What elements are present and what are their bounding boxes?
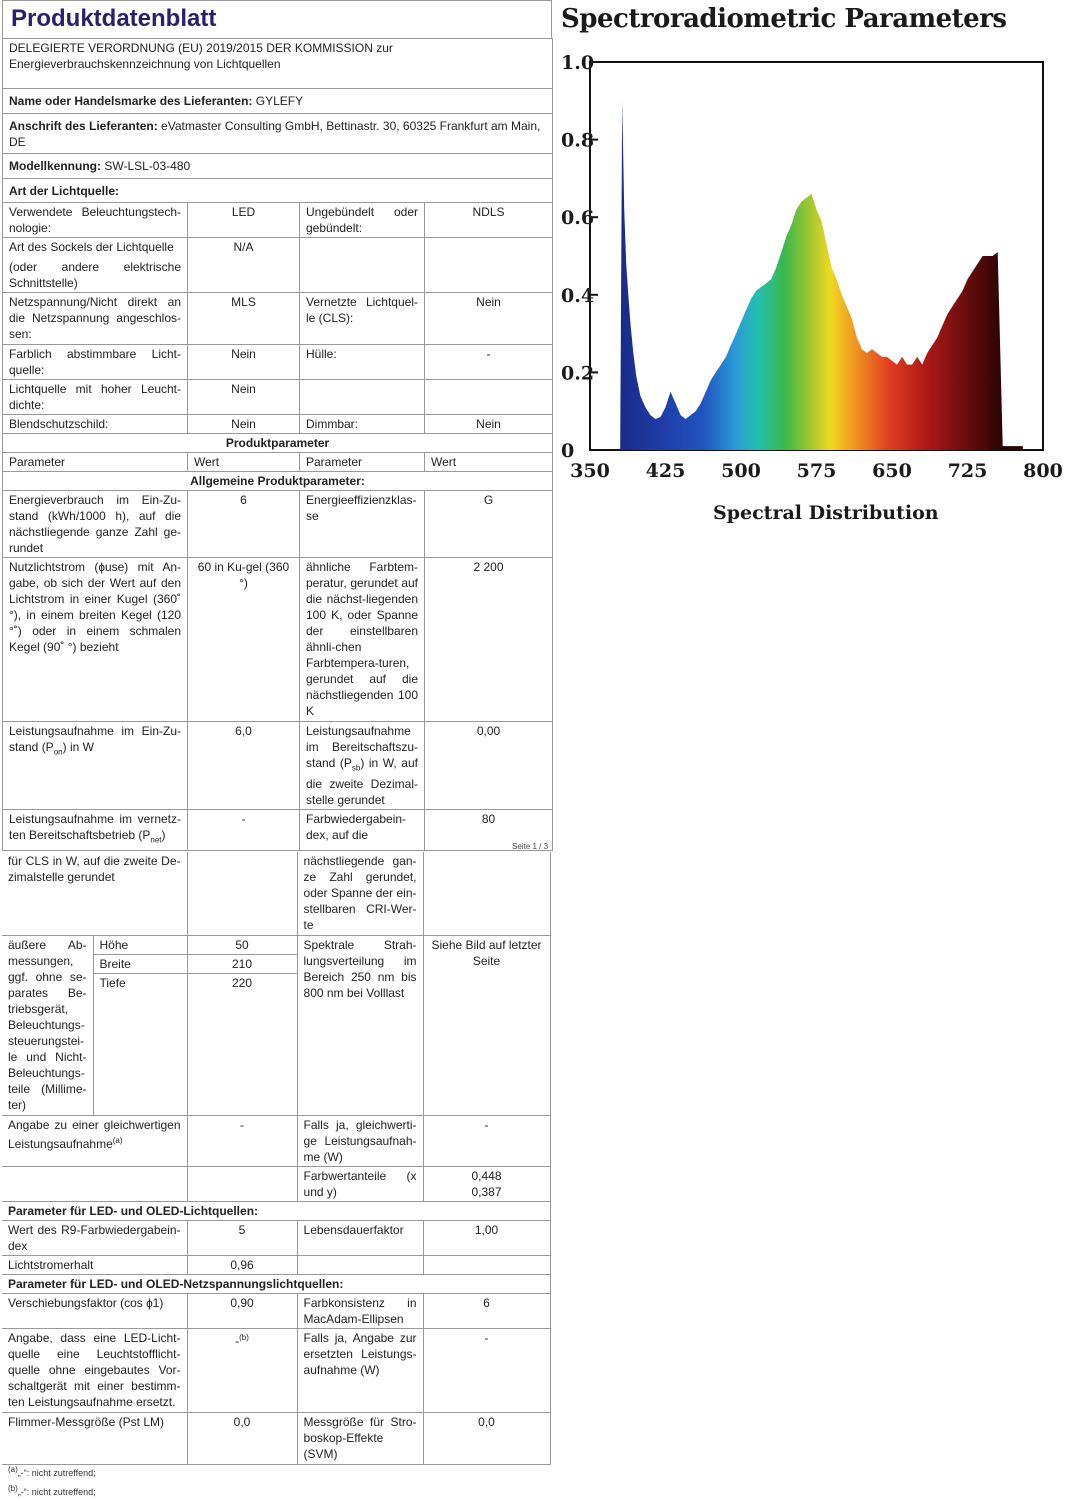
regulation-text <box>3 39 553 89</box>
param-cell: Vernetzte Lichtquel-le (CLS): <box>300 293 425 345</box>
x-tick-label: 800 <box>1023 460 1063 482</box>
table-row <box>2 1115 550 1166</box>
value-cell: Siehe Bild auf letzter Seite <box>423 935 550 1115</box>
footnote-b <box>8 1484 96 1497</box>
table-row <box>2 1412 550 1464</box>
chroma-x-value: 0,448 <box>471 1168 502 1183</box>
param-cell <box>2 1166 187 1201</box>
regulation-line-1: DELEGIERTE VERORDNUNG (EU) 2019/2015 DER KOMMISSION zur <box>9 41 393 55</box>
table-row <box>3 345 553 380</box>
general-params-heading: Allgemeine Produktparameter: <box>3 472 553 491</box>
product-params-heading: Produktparameter <box>3 434 553 453</box>
model-row <box>3 154 553 179</box>
footnote-a <box>8 1465 96 1478</box>
model-label: Modellkennung: <box>9 159 101 173</box>
spectral-chart <box>553 0 1090 540</box>
value-cell: Nein <box>188 345 300 380</box>
value-cell: 60 in Ku-gel (360 °) <box>188 558 300 722</box>
table-row <box>3 722 553 810</box>
value-cell: Nein <box>425 415 553 434</box>
value-cell: 0,90 <box>187 1293 297 1328</box>
value-cell <box>187 852 297 935</box>
value-cell: - <box>188 810 300 850</box>
table-row <box>3 238 553 293</box>
dimension-value: 220 <box>187 973 297 1115</box>
socket-label: Art des Sockels der Lichtquelle <box>9 240 174 254</box>
table-row <box>2 1255 550 1274</box>
param-text: Angabe zu einer gleichwertigen Leistungsaufnahme <box>8 1117 181 1151</box>
socket-label-detail: (oder andere elektrische Schnittstelle) <box>9 260 181 290</box>
chroma-y-value: 0,387 <box>471 1184 502 1199</box>
footnote-text: „-“: nicht zutreffend; <box>17 1487 96 1497</box>
supplier-name-label: Name oder Handelsmarke des Lieferanten: <box>9 94 253 108</box>
value-cell <box>423 1166 550 1201</box>
param-cell: Wert des R9-Farbwiedergabein-dex <box>2 1220 187 1255</box>
dimension-name: Tiefe <box>93 973 187 1115</box>
param-cell: nächstliegende gan-ze Zahl gerundet, oder Spanne der ein-stellbaren CRI-Wer-te <box>297 852 423 935</box>
value-cell: NDLS <box>425 203 553 238</box>
param-cell: Flimmer-Messgröße (Pst LM) <box>2 1412 187 1464</box>
table-row <box>2 1328 550 1412</box>
dimension-value: 50 <box>187 935 297 954</box>
supplier-address-label: Anschrift des Lieferanten: <box>9 119 158 133</box>
param-cell: Hülle: <box>300 345 425 380</box>
footnote-mark: (b) <box>8 1484 18 1493</box>
footnote-mark: (a) <box>8 1465 18 1474</box>
value-cell: Nein <box>188 415 300 434</box>
param-cell <box>297 1255 423 1274</box>
value-cell: LED <box>188 203 300 238</box>
chart-svg <box>553 0 1090 500</box>
value-cell: MLS <box>188 293 300 345</box>
y-tick-label: 0 <box>561 440 575 462</box>
value-cell: 1,00 <box>423 1220 550 1255</box>
datasheet-page-2 <box>2 852 550 1465</box>
column-header-value: Wert <box>188 453 300 472</box>
param-cell: Spektrale Strah-lungsverteilung im Bereich 250 nm bis 800 nm bei Volllast <box>297 935 423 1115</box>
value-cell: Nein <box>425 293 553 345</box>
param-text: Leistungsaufnahme im Ein-Zu-stand (P <box>9 724 181 754</box>
y-tick-label: 0.8 <box>561 129 595 152</box>
led-mains-params-heading: Parameter für LED- und OLED-Netzspannungslichtquellen: <box>2 1274 550 1293</box>
table-row <box>2 1293 550 1328</box>
dimension-name: Höhe <box>93 935 187 954</box>
document-title: Produktdatenblatt <box>2 0 552 38</box>
param-subscript: net <box>150 835 162 845</box>
table-row <box>2 1166 550 1201</box>
param-cell: Dimmbar: <box>300 415 425 434</box>
param-cell: Falls ja, gleichwerti-ge Leistungsaufnah-me (W) <box>297 1115 423 1166</box>
value-cell: N/A <box>188 238 300 293</box>
param-text: ) <box>161 828 166 843</box>
x-tick-label: 350 <box>570 460 610 482</box>
value-cell: 0,96 <box>187 1255 297 1274</box>
supplier-address-row <box>3 114 553 154</box>
value-cell: 6,0 <box>188 722 300 810</box>
param-cell: Blendschutzschild: <box>3 415 188 434</box>
value-cell: - <box>423 1328 550 1412</box>
param-text: Leistungsaufnahme im vernetz-ten Bereitschaftsbetrieb (P <box>9 812 181 843</box>
dimension-value: 210 <box>187 954 297 973</box>
dimension-name: Breite <box>93 954 187 973</box>
value-text: - <box>235 1333 240 1348</box>
value-cell <box>187 1328 297 1412</box>
table-row <box>3 558 553 722</box>
param-cell <box>3 238 188 293</box>
datasheet-page-1 <box>2 38 552 851</box>
param-cell: Farbwiedergabein-dex, auf die <box>300 810 425 850</box>
supplier-address-value: eVatmaster Consulting GmbH, Bettinastr. 30, 60325 Frankfurt am Main, DE <box>9 119 541 149</box>
value-cell: G <box>425 491 553 558</box>
param-cell <box>3 810 188 850</box>
param-cell: ähnliche Farbtem-peratur, gerundet auf die nächst-liegenden 100 K, oder Spanne der einstellbaren ähnli-chen Farbtempera-turen, gerundet auf die nächstliegenden 100 K <box>300 558 425 722</box>
column-header-param: Parameter <box>300 453 425 472</box>
x-tick-label: 425 <box>645 460 686 482</box>
param-cell: Energieverbrauch im Ein-Zu-stand (kWh/1000 h), auf die nächstliegende ganze Zahl ge-rundet <box>3 491 188 558</box>
param-text: ) in W, auf die zweite Dezimal-stelle gerundet <box>306 756 418 808</box>
param-cell: Falls ja, Angabe zur ersetzten Leistungs-aufnahme (W) <box>297 1328 423 1412</box>
column-header-param: Parameter <box>3 453 188 472</box>
y-tick-label: 1.0 <box>561 52 595 74</box>
x-axis-label: Spectral Distribution <box>713 502 939 524</box>
value-cell <box>423 852 550 935</box>
footnote-mark: (a) <box>112 1135 123 1145</box>
param-subscript: sb <box>351 763 361 773</box>
param-cell: Nutzlichtstrom (ɸuse) mit An-gabe, ob sich der Wert auf den Lichtstrom in einer Kugel (360˚ °), in einem breiten Kegel (120 °˚) oder in einem schmalen Kegel (90˚ °) bezieht <box>3 558 188 722</box>
param-text: ) in W <box>62 740 94 754</box>
y-tick-label: 0.2 <box>561 362 595 385</box>
value-cell: 0,0 <box>187 1412 297 1464</box>
param-cell: Farbwertanteile (x und y) <box>297 1166 423 1201</box>
footnote-text: „-“: nicht zutreffend; <box>17 1468 96 1478</box>
value-cell: 5 <box>187 1220 297 1255</box>
param-cell <box>300 238 425 293</box>
value-cell: 80 <box>425 810 553 850</box>
table-row <box>3 810 553 850</box>
table-row <box>2 1220 550 1255</box>
param-cell: Lichtstromerhalt <box>2 1255 187 1274</box>
chart-title: Spectroradiometric Parameters <box>561 4 1007 34</box>
model-value: SW-LSL-03-480 <box>104 159 191 173</box>
y-tick-label: 0.4 <box>561 284 595 307</box>
supplier-name-value: GYLEFY <box>255 94 304 108</box>
param-cell: Verwendete Beleuchtungstech-nologie: <box>3 203 188 238</box>
dimensions-label: äußere Ab-messungen, ggf. ohne se-parates Be-triebsgerät, Beleuchtungs-steuerungstei-le und Nicht-Beleuchtungs-teile (Millime-ter) <box>2 935 93 1115</box>
param-cell <box>2 1115 187 1166</box>
param-cell: Messgröße für Stro-boskop-Effekte (SVM) <box>297 1412 423 1464</box>
column-header-value: Wert <box>425 453 553 472</box>
value-cell: 6 <box>423 1293 550 1328</box>
x-tick-label: 650 <box>872 460 912 482</box>
param-text: Leistungsaufnahme im Bereitschaftszu-stand (P <box>306 724 418 770</box>
param-cell: Verschiebungsfaktor (cos ɸ1) <box>2 1293 187 1328</box>
footnote-mark: (b) <box>239 1332 249 1342</box>
table-row <box>2 935 550 954</box>
value-cell: - <box>425 345 553 380</box>
param-cell: Energieeffizienzklas-se <box>300 491 425 558</box>
regulation-line-2: Energieverbrauchskennzeichnung von Lichtquellen <box>9 57 281 71</box>
page-number: Seite 1 / 3 <box>512 842 549 851</box>
value-cell: 2 200 <box>425 558 553 722</box>
value-cell <box>425 380 553 415</box>
value-cell: Nein <box>188 380 300 415</box>
value-cell: 6 <box>188 491 300 558</box>
x-tick-label: 500 <box>721 460 761 482</box>
param-cell <box>300 380 425 415</box>
x-tick-label: 725 <box>947 460 988 482</box>
param-cell <box>3 722 188 810</box>
value-cell: - <box>187 1115 297 1166</box>
y-tick-label: 0.6 <box>561 207 595 230</box>
param-cell: Angabe, dass eine LED-Licht-quelle eine Leuchtstofflicht-quelle ohne eingebautes Vor-schaltgerät mit einer bestimm-ten Leistungsaufnahme ersetzt. <box>2 1328 187 1412</box>
value-cell <box>425 238 553 293</box>
supplier-name-row <box>3 89 553 114</box>
param-cell: für CLS in W, auf die zweite De-zimalstelle gerundet <box>2 852 187 935</box>
table-row <box>3 380 553 415</box>
table-row <box>3 293 553 345</box>
x-tick-label: 575 <box>796 460 837 482</box>
table-row <box>3 491 553 558</box>
light-source-type-heading: Art der Lichtquelle: <box>3 179 553 203</box>
table-row <box>3 203 553 238</box>
table-row <box>2 852 550 935</box>
param-cell: Farblich abstimmbare Licht-quelle: <box>3 345 188 380</box>
param-cell: Ungebündelt oder gebündelt: <box>300 203 425 238</box>
param-cell: Lebensdauerfaktor <box>297 1220 423 1255</box>
param-cell: Netzspannung/Nicht direkt an die Netzspannung angeschlos-sen: <box>3 293 188 345</box>
value-cell: - <box>423 1115 550 1166</box>
led-params-heading: Parameter für LED- und OLED-Lichtquellen: <box>2 1201 550 1220</box>
value-cell: 0,00 <box>425 722 553 810</box>
value-cell <box>187 1166 297 1201</box>
param-cell: Lichtquelle mit hoher Leucht-dichte: <box>3 380 188 415</box>
param-cell: Farbkonsistenz in MacAdam-Ellipsen <box>297 1293 423 1328</box>
column-header-row <box>3 453 553 472</box>
value-cell: 0,0 <box>423 1412 550 1464</box>
param-subscript: on <box>53 747 63 757</box>
value-cell <box>423 1255 550 1274</box>
param-cell <box>300 722 425 810</box>
spectrum-area <box>620 101 1023 450</box>
table-row <box>3 415 553 434</box>
